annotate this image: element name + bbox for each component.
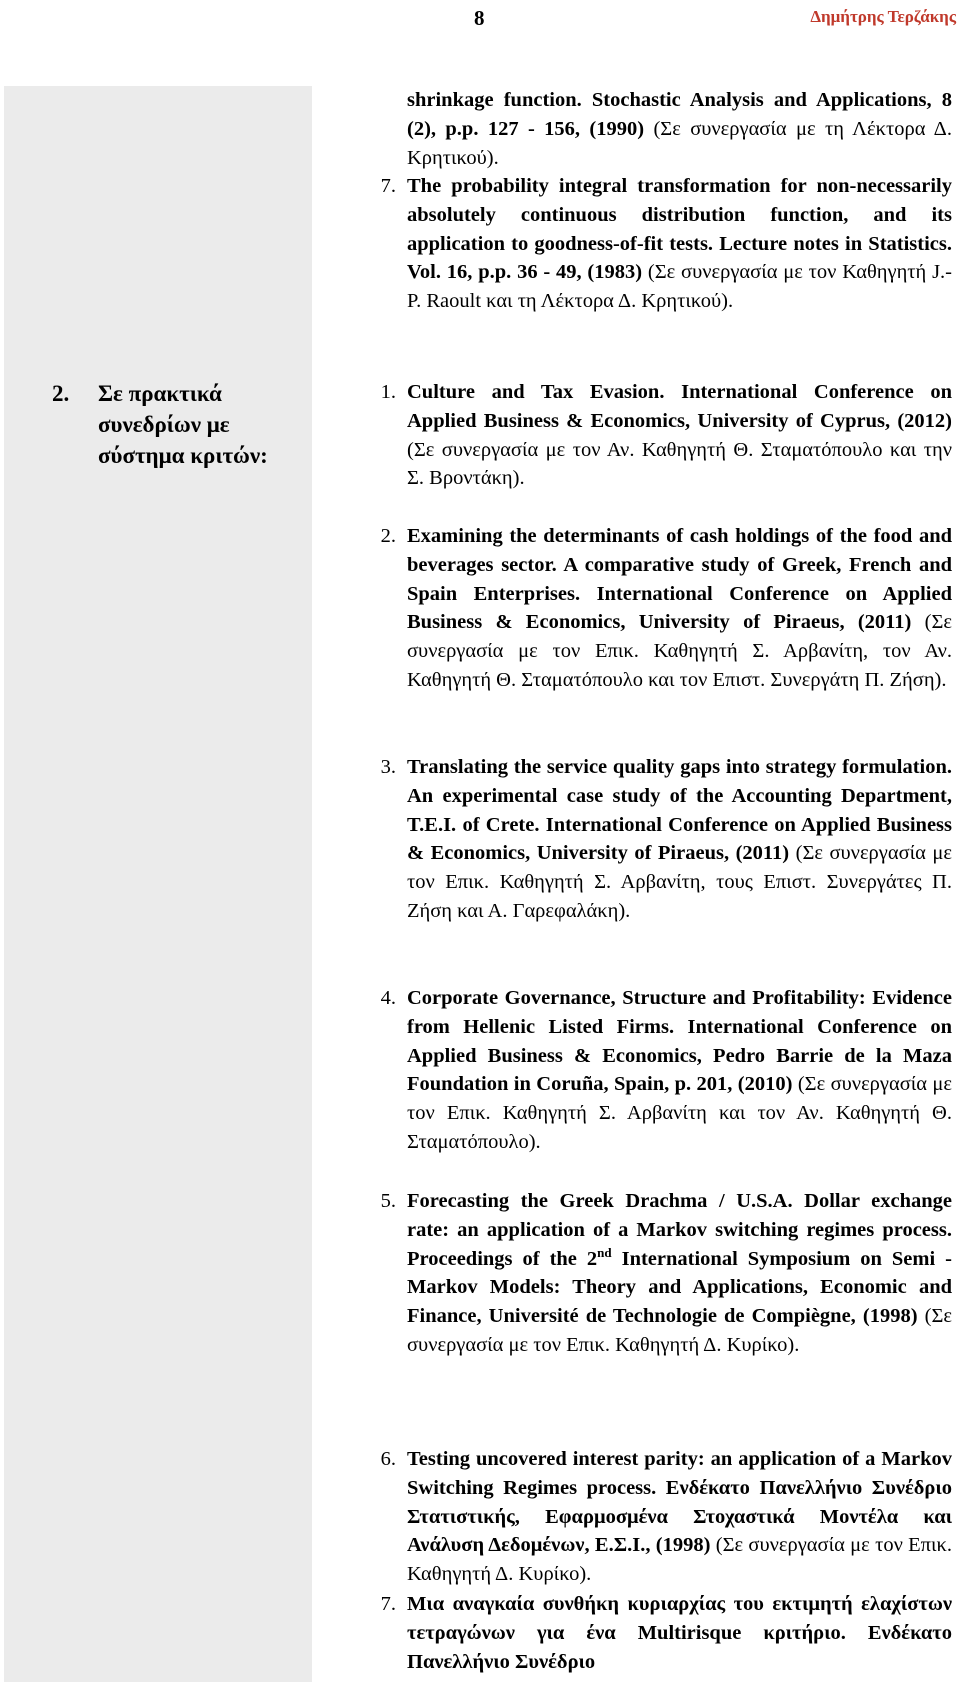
entry-body [407,1187,952,1360]
entry-body [407,753,952,926]
entry-number: 2. [380,525,396,547]
entry-number: 3. [380,756,396,778]
entry-number: 5. [380,1190,396,1212]
entry-title: Corporate Governance, Structure and Profitability: Evidence from Hellenic Listed Firms. International Conference on Applied Business & Economics, Pedro Barrie de la Maza Foundation in Coruña, Spain, p. 201, (2010) [407,987,952,1096]
entry-collaborators: (Σε συνεργασία με τη Λέκτορα Δ. Κρητικού). [407,117,952,169]
entry-title-cont: International Symposium on Semi - Markov Models: Theory and Applications, Economic and Finance, Université de Technologie de Compiègne, (1998) [407,1247,952,1328]
entry-body [407,984,952,1157]
section-number: 2. [52,381,70,406]
entry-title: Μια αναγκαία συνθήκη κυριαρχίας του εκτιμητή ελαχίστων τετραγώνων για ένα Multirisque κριτήριο. Ενδέκατο Πανελλήνιο Συνέδριο [407,1593,952,1673]
entry-body [407,1445,952,1589]
entry-title: shrinkage function. Stochastic Analysis and Applications, 8 (2), p.p. 127 - 156, (1990) [407,89,952,140]
entry-body [407,86,952,172]
entry-collaborators: (Σε συνεργασία με τον Επικ. Καθηγητή Δ. Κυρίκο). [407,1305,952,1356]
entry-number: 6. [380,1448,396,1470]
page-header [0,0,960,40]
ordinal-suffix: nd [597,1244,612,1260]
page-number: 8 [474,6,485,30]
entry-title: The probability integral transformation for non-necessarily absolutely continuous distribution function, and its application to goodness-of-fit tests. Lecture notes in Statistics. Vol. 16, p.p. 36 - 49, (1983) [407,175,952,284]
entry-collaborators: (Σε συνεργασία με τον Επικ. Καθηγητή Σ. Αρβανίτη, τους Επιστ. Συνεργάτες Π. Ζήση και Α. Γαρεφαλάκη). [407,842,952,922]
entry-title: Translating the service quality gaps into strategy formulation. An experimental case study of the Accounting Department, T.E.I. of Crete. International Conference on Applied Business & Economics, University of Piraeus, (2011) [407,756,952,865]
entry-title: Culture and Tax Evasion. International Conference on Applied Business & Economics, University of Cyprus, (2012) [407,381,952,432]
entry-body [407,522,952,695]
entry-collaborators: (Σε συνεργασία με τον Επικ. Καθηγητή Δ. Κυρίκο). [407,1534,952,1586]
section-sidebar [4,86,312,1682]
entry-number: 4. [380,987,396,1009]
entry-collaborators: (Σε συνεργασία με τον Επικ. Καθηγητή Σ. Αρβανίτη και τον Αν. Καθηγητή Θ. Σταματόπουλο). [407,1073,952,1153]
entry-body [407,172,952,316]
entry-title: Forecasting the Greek Drachma / U.S.A. Dollar exchange rate: an application of a Markov switching regimes process. Proceedings of the 2 [407,1190,952,1270]
entry-body [407,1590,952,1676]
entry-number: 1. [380,381,396,403]
running-head: Δημήτρης Τερζάκης [810,7,956,26]
section-title: Σε πρακτικά συνεδρίων με σύστημα κριτών: [98,381,268,468]
entry-collaborators: (Σε συνεργασία με τον Αν. Καθηγητή Θ. Σταματόπουλο και την Σ. Βροντάκη). [407,438,952,490]
entry-title: Testing uncovered interest parity: an application of a Markov Switching Regimes process. Ενδέκατο Πανελλήνιο Συνέδριο Στατιστικής, Εφαρμοσμένα Στοχαστικά Μοντέλα και Ανάλυση Δεδομένων, Ε.Σ.Ι., (1998) [407,1448,952,1557]
entry-title: Examining the determinants of cash holdings of the food and beverages sector. A comparative study of Greek, French and Spain Enterprises. International Conference on Applied Business & Economics, University of Piraeus, (2011) [407,525,952,634]
entry-number: 7. [380,1593,396,1615]
entry-body [407,378,952,493]
entry-collaborators: (Σε συνεργασία με τον Καθηγητή J.-P. Raoult και τη Λέκτορα Δ. Κρητικού). [407,261,952,313]
entry-number: 7. [380,175,396,197]
entry-collaborators: (Σε συνεργασία με τον Επικ. Καθηγητή Σ. Αρβανίτη, τον Αν. Καθηγητή Θ. Σταματόπουλο και τον Επιστ. Συνεργάτη Π. Ζήση). [407,611,953,691]
